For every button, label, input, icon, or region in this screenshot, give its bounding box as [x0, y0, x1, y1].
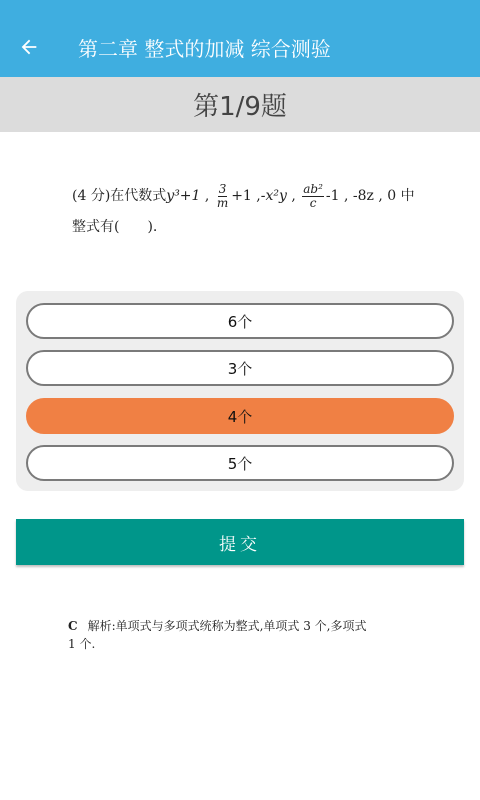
question-term2: +1 ,: [231, 188, 261, 204]
page-title: 第二章 整式的加减 综合测验: [78, 37, 331, 61]
question-counter: 第1/9题: [193, 92, 287, 122]
option-2[interactable]: [26, 350, 454, 386]
option-label: 4个: [227, 407, 253, 426]
option-3-selected[interactable]: [26, 398, 454, 434]
question-line2: 整式有( ).: [72, 219, 158, 235]
option-label: 3个: [227, 359, 253, 378]
option-1[interactable]: [26, 303, 454, 339]
answer-letter: C: [68, 619, 78, 633]
option-label: 6个: [227, 312, 253, 331]
fraction-3-over-m: $\frac{3}{m}$: [216, 181, 229, 210]
fraction-ab2-over-c: $\frac{\text{ab²}}{c}$: [303, 181, 323, 210]
question-text: (4 分)在代数式 y³+1 , $\frac{3}{m}$ +1 , -x²y , $\frac{\text{ab²}}{c}$ -1 , -8z , 0 中 整式有( ).: [72, 178, 422, 238]
app-bar: [0, 0, 480, 77]
answer-analysis: [68, 617, 408, 653]
question-counter-bar: [0, 77, 480, 132]
question-term4: -1 , -8z , 0 中: [325, 188, 415, 204]
analysis-line2: 1 个.: [68, 637, 96, 651]
option-label: 5个: [227, 454, 253, 473]
question-prefix: (4 分)在代数式: [72, 188, 167, 204]
options-panel: [16, 291, 464, 491]
analysis-line1: 解析:单项式与多项式统称为整式,单项式 3 个,多项式: [87, 619, 367, 633]
arrow-left-icon: [18, 36, 40, 58]
question-term1: y³+1: [166, 188, 201, 204]
submit-button[interactable]: 提交: [16, 519, 464, 565]
question-term3: -x²y: [260, 188, 287, 204]
option-4[interactable]: [26, 445, 454, 481]
back-button[interactable]: [12, 30, 46, 64]
